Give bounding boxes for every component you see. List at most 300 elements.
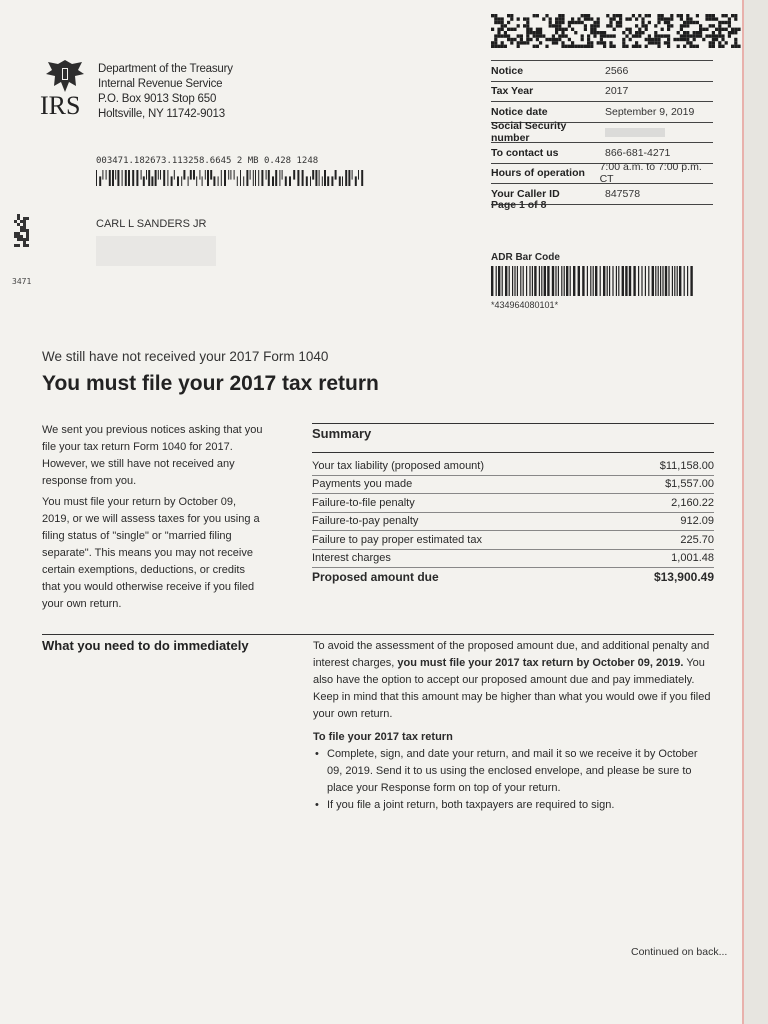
- barcode-cell: [555, 24, 558, 27]
- barcode-bar: [289, 176, 291, 186]
- barcode-cell: [590, 41, 593, 44]
- barcode-bar: [151, 176, 153, 186]
- barcode-cell: [497, 31, 500, 34]
- action-heading: What you need to do immediately: [42, 638, 249, 653]
- barcode-cell: [565, 45, 568, 48]
- barcode-bar: [502, 266, 503, 296]
- summary-row-label: Your tax liability (proposed amount): [312, 459, 485, 472]
- barcode-bar: [539, 266, 540, 296]
- barcode-bar: [125, 170, 127, 186]
- barcode-bar: [293, 170, 295, 180]
- barcode-cell: [501, 17, 504, 20]
- barcode-cell: [539, 34, 542, 37]
- barcode-cell: [14, 244, 17, 247]
- barcode-cell: [491, 28, 494, 31]
- barcode-cell: [622, 38, 625, 41]
- barcode-cell: [657, 14, 660, 17]
- page-edge-shadow: [744, 0, 768, 1024]
- barcode-cell: [529, 28, 532, 31]
- barcode-cell: [680, 14, 683, 17]
- barcode-cell: [712, 24, 715, 27]
- barcode-cell: [654, 38, 657, 41]
- barcode-bar: [193, 170, 195, 180]
- barcode-cell: [501, 24, 504, 27]
- barcode-bar: [319, 170, 320, 186]
- barcode-bar: [331, 176, 333, 186]
- barcode-cell: [693, 31, 696, 34]
- barcode-bar: [253, 170, 254, 186]
- barcode-cell: [734, 28, 737, 31]
- barcode-cell: [712, 14, 715, 17]
- barcode-cell: [545, 45, 548, 48]
- notice-info-row: [491, 142, 713, 163]
- barcode-cell: [517, 34, 520, 37]
- barcode-cell: [718, 41, 721, 44]
- barcode-bar: [109, 170, 111, 186]
- barcode-cell: [712, 34, 715, 37]
- barcode-cell: [581, 21, 584, 24]
- notice-value: 2017: [605, 85, 629, 98]
- barcode-cell: [587, 34, 590, 37]
- notice-label: To contact us: [491, 146, 559, 159]
- barcode-cell: [517, 41, 520, 44]
- barcode-cell: [667, 45, 670, 48]
- barcode-cell: [728, 24, 731, 27]
- summary-row-amount: $11,158.00: [659, 459, 714, 472]
- barcode-bar: [544, 266, 546, 296]
- barcode-cell: [23, 229, 26, 232]
- barcode-cell: [613, 34, 616, 37]
- summary-row: [312, 457, 714, 476]
- barcode-cell: [632, 45, 635, 48]
- barcode-cell: [501, 21, 504, 24]
- barcode-bar: [279, 170, 280, 186]
- barcode-cell: [26, 232, 29, 235]
- barcode-cell: [593, 31, 596, 34]
- barcode-cell: [571, 45, 574, 48]
- barcode-cell: [568, 21, 571, 24]
- barcode-cell: [629, 31, 632, 34]
- barcode-bar: [177, 176, 179, 186]
- summary-heading: Summary: [312, 423, 714, 453]
- summary-row-label: Failure to pay proper estimated tax: [312, 533, 482, 546]
- barcode-bar: [196, 176, 197, 186]
- barcode-cell: [526, 17, 529, 20]
- barcode-cell: [574, 45, 577, 48]
- barcode-cell: [593, 28, 596, 31]
- barcode-cell: [549, 24, 552, 27]
- barcode-bar: [520, 266, 521, 296]
- barcode-bar: [561, 266, 562, 296]
- barcode-bar: [529, 266, 530, 296]
- barcode-bar: [573, 266, 575, 296]
- barcode-cell: [609, 17, 612, 20]
- barcode-cell: [609, 34, 612, 37]
- barcode-cell: [731, 28, 734, 31]
- barcode-cell: [696, 14, 699, 17]
- barcode-cell: [613, 14, 616, 17]
- barcode-cell: [497, 21, 500, 24]
- barcode-cell: [536, 34, 539, 37]
- barcode-cell: [590, 28, 593, 31]
- barcode-bar: [228, 170, 229, 180]
- barcode-cell: [651, 41, 654, 44]
- barcode-cell: [507, 14, 510, 17]
- barcode-cell: [590, 17, 593, 20]
- barcode-cell: [715, 17, 718, 20]
- barcode-cell: [529, 31, 532, 34]
- barcode-cell: [718, 21, 721, 24]
- page-edge-line: [742, 0, 744, 1024]
- barcode-cell: [577, 17, 580, 20]
- barcode-cell: [680, 34, 683, 37]
- barcode-cell: [629, 38, 632, 41]
- barcode-cell: [523, 24, 526, 27]
- barcode-bar: [322, 176, 323, 186]
- adr-number: *434964080101*: [491, 300, 559, 310]
- barcode-cell: [533, 34, 536, 37]
- barcode-cell: [17, 214, 20, 217]
- barcode-cell: [718, 45, 721, 48]
- barcode-bar: [517, 266, 518, 296]
- barcode-bar: [616, 266, 617, 296]
- barcode-cell: [613, 28, 616, 31]
- barcode-bar: [677, 266, 678, 296]
- irs-logo-text: IRS: [40, 91, 81, 120]
- irs-eagle-icon: [42, 58, 88, 94]
- notice-value: 866-681-4271: [605, 146, 671, 159]
- barcode-cell: [651, 38, 654, 41]
- barcode-bar: [526, 266, 527, 296]
- barcode-cell: [657, 45, 660, 48]
- barcode-cell: [667, 24, 670, 27]
- barcode-cell: [23, 244, 26, 247]
- barcode-bar: [155, 170, 157, 186]
- barcode-bar: [246, 170, 248, 186]
- barcode-cell: [638, 31, 641, 34]
- barcode-cell: [683, 34, 686, 37]
- barcode-cell: [721, 45, 724, 48]
- barcode-cell: [709, 34, 712, 37]
- barcode-bar: [607, 266, 608, 296]
- barcode-cell: [715, 28, 718, 31]
- barcode-cell: [715, 34, 718, 37]
- barcode-cell: [568, 24, 571, 27]
- barcode-cell: [686, 38, 689, 41]
- barcode-bar: [684, 266, 685, 296]
- barcode-bar: [315, 170, 317, 186]
- barcode-bar: [122, 170, 123, 186]
- barcode-cell: [677, 31, 680, 34]
- barcode-cell: [680, 17, 683, 20]
- notice-label: Notice date: [491, 105, 548, 118]
- barcode-cell: [526, 31, 529, 34]
- barcode-cell: [734, 41, 737, 44]
- barcode-bar: [306, 176, 308, 186]
- barcode-cell: [523, 41, 526, 44]
- barcode-bar: [668, 266, 669, 296]
- notice-label: Your Caller ID: [491, 187, 560, 200]
- barcode-bar: [163, 170, 165, 186]
- barcode-cell: [728, 31, 731, 34]
- irs-logo: [40, 58, 90, 122]
- barcode-bar: [188, 176, 189, 186]
- barcode-cell: [494, 21, 497, 24]
- barcode-bar: [202, 176, 203, 186]
- barcode-cell: [670, 14, 673, 17]
- sender-line: Internal Revenue Service: [98, 78, 223, 90]
- barcode-bar: [218, 176, 219, 186]
- barcode-bar: [96, 170, 97, 186]
- barcode-bar: [207, 170, 209, 186]
- barcode-cell: [501, 45, 504, 48]
- barcode-bar: [210, 170, 212, 180]
- barcode-cell: [696, 45, 699, 48]
- summary-row-amount: 1,001.48: [671, 552, 714, 565]
- barcode-bar: [641, 266, 642, 296]
- barcode-cell: [712, 38, 715, 41]
- barcode-cell: [731, 14, 734, 17]
- barcode-cell: [549, 38, 552, 41]
- top-barcode: [491, 14, 746, 48]
- barcode-cell: [14, 220, 17, 223]
- barcode-cell: [555, 41, 558, 44]
- summary-row: [312, 531, 714, 550]
- barcode-cell: [558, 17, 561, 20]
- notice-info-row: [491, 122, 713, 143]
- barcode-bar: [190, 170, 192, 180]
- barcode-cell: [26, 235, 29, 238]
- barcode-bar: [532, 266, 533, 296]
- file-return-heading: To file your 2017 tax return: [313, 731, 453, 743]
- barcode-bar: [660, 266, 661, 296]
- barcode-cell: [549, 21, 552, 24]
- barcode-cell: [526, 38, 529, 41]
- barcode-bar: [652, 266, 654, 296]
- barcode-cell: [686, 17, 689, 20]
- barcode-cell: [699, 34, 702, 37]
- sender-address: [98, 62, 233, 122]
- barcode-cell: [523, 17, 526, 20]
- barcode-cell: [619, 17, 622, 20]
- side-code: 3471: [12, 277, 32, 286]
- barcode-bar: [128, 170, 130, 186]
- barcode-cell: [693, 34, 696, 37]
- barcode-bar: [672, 266, 673, 296]
- barcode-cell: [571, 28, 574, 31]
- barcode-cell: [683, 21, 686, 24]
- barcode-cell: [510, 38, 513, 41]
- barcode-cell: [561, 31, 564, 34]
- barcode-cell: [625, 17, 628, 20]
- barcode-cell: [590, 24, 593, 27]
- subtitle: We still have not received your 2017 Form 1040: [42, 349, 329, 364]
- barcode-cell: [555, 28, 558, 31]
- barcode-cell: [734, 14, 737, 17]
- barcode-cell: [661, 17, 664, 20]
- barcode-cell: [14, 235, 17, 238]
- barcode-bar: [324, 170, 326, 186]
- barcode-cell: [683, 31, 686, 34]
- barcode-bar: [99, 176, 101, 186]
- barcode-cell: [632, 34, 635, 37]
- barcode-cell: [549, 17, 552, 20]
- barcode-cell: [635, 45, 638, 48]
- barcode-bar: [339, 176, 341, 186]
- barcode-cell: [600, 31, 603, 34]
- barcode-cell: [597, 41, 600, 44]
- barcode-cell: [542, 17, 545, 20]
- barcode-bar: [541, 266, 542, 296]
- sender-line: Holtsville, NY 11742-9013: [98, 108, 225, 120]
- barcode-cell: [667, 21, 670, 24]
- barcode-bar: [352, 170, 353, 180]
- barcode-cell: [517, 24, 520, 27]
- barcode-cell: [677, 45, 680, 48]
- barcode-bar: [258, 170, 259, 186]
- barcode-cell: [600, 38, 603, 41]
- barcode-cell: [552, 38, 555, 41]
- barcode-cell: [648, 14, 651, 17]
- barcode-cell: [17, 238, 20, 241]
- barcode-cell: [536, 45, 539, 48]
- barcode-bar: [102, 170, 103, 180]
- barcode-cell: [581, 34, 584, 37]
- barcode-cell: [622, 31, 625, 34]
- barcode-cell: [673, 38, 676, 41]
- barcode-bar: [629, 266, 631, 296]
- page-label: Page 1 of 8: [491, 199, 547, 211]
- barcode-cell: [664, 41, 667, 44]
- barcode-cell: [613, 45, 616, 48]
- barcode-cell: [23, 223, 26, 226]
- barcode-cell: [629, 28, 632, 31]
- barcode-cell: [702, 38, 705, 41]
- barcode-bar: [582, 266, 584, 296]
- barcode-bar: [160, 170, 161, 180]
- summary-row: [312, 476, 714, 495]
- barcode-cell: [581, 38, 584, 41]
- barcode-cell: [699, 28, 702, 31]
- barcode-cell: [600, 34, 603, 37]
- summary-row-amount: 225.70: [680, 533, 714, 546]
- barcode-cell: [686, 21, 689, 24]
- barcode-cell: [693, 38, 696, 41]
- barcode-cell: [590, 31, 593, 34]
- continued-footer: Continued on back...: [631, 946, 728, 958]
- barcode-bar: [297, 170, 299, 186]
- barcode-cell: [539, 28, 542, 31]
- page-title: You must file your 2017 tax return: [42, 372, 379, 395]
- barcode-cell: [14, 232, 17, 235]
- barcode-bar: [547, 266, 549, 296]
- barcode-cell: [23, 241, 26, 244]
- barcode-cell: [693, 45, 696, 48]
- barcode-cell: [526, 41, 529, 44]
- barcode-cell: [632, 14, 635, 17]
- notice-label: Tax Year: [491, 85, 534, 98]
- barcode-cell: [728, 17, 731, 20]
- barcode-cell: [667, 17, 670, 20]
- barcode-cell: [657, 17, 660, 20]
- barcode-bar: [345, 170, 347, 186]
- barcode-bar: [558, 266, 559, 296]
- barcode-cell: [504, 24, 507, 27]
- notice-info-row: [491, 163, 713, 184]
- barcode-cell: [504, 45, 507, 48]
- barcode-bar: [564, 266, 565, 296]
- barcode-cell: [20, 226, 23, 229]
- barcode-cell: [661, 34, 664, 37]
- barcode-cell: [491, 41, 494, 44]
- barcode-cell: [661, 14, 664, 17]
- barcode-bar: [587, 266, 588, 296]
- instruction-bullet: • If you file a joint return, both taxpayers are required to sign.: [313, 797, 713, 814]
- notice-info-row: [491, 101, 713, 122]
- side-qr-code: [14, 214, 30, 248]
- barcode-cell: [686, 34, 689, 37]
- barcode-cell: [568, 38, 571, 41]
- action-paragraph-start: To avoid the assessment of the proposed amount due, and additional penalty and interest charges,: [313, 640, 710, 669]
- barcode-bar: [593, 266, 594, 296]
- barcode-cell: [494, 14, 497, 17]
- ssn-redacted: [605, 128, 665, 137]
- barcode-cell: [667, 28, 670, 31]
- barcode-cell: [600, 41, 603, 44]
- barcode-cell: [17, 235, 20, 238]
- barcode-cell: [581, 14, 584, 17]
- barcode-bar: [302, 170, 304, 186]
- barcode-bar: [355, 176, 357, 186]
- notice-value: 847578: [605, 187, 641, 200]
- barcode-cell: [510, 28, 513, 31]
- barcode-cell: [709, 24, 712, 27]
- barcode-cell: [622, 41, 625, 44]
- summary-row: [312, 513, 714, 532]
- barcode-bar: [255, 170, 256, 186]
- barcode-cell: [507, 21, 510, 24]
- barcode-cell: [721, 34, 724, 37]
- barcode-cell: [638, 34, 641, 37]
- barcode-cell: [561, 17, 564, 20]
- barcode-cell: [23, 238, 26, 241]
- barcode-cell: [558, 28, 561, 31]
- barcode-bar: [199, 170, 200, 180]
- barcode-bar: [566, 266, 568, 296]
- barcode-cell: [494, 38, 497, 41]
- barcode-cell: [638, 45, 641, 48]
- notice-value: 7:00 a.m. to 7:00 p.m. CT: [599, 161, 702, 186]
- barcode-cell: [597, 21, 600, 24]
- barcode-cell: [718, 34, 721, 37]
- summary-row: [312, 550, 714, 569]
- barcode-cell: [587, 45, 590, 48]
- barcode-cell: [545, 14, 548, 17]
- barcode-cell: [635, 17, 638, 20]
- barcode-bar: [595, 266, 597, 296]
- barcode-cell: [667, 34, 670, 37]
- notice-label: Hours of operation: [491, 167, 585, 180]
- barcode-cell: [699, 24, 702, 27]
- barcode-bar: [609, 266, 610, 296]
- barcode-cell: [17, 244, 20, 247]
- summary-row-label: Failure-to-file penalty: [312, 496, 415, 509]
- barcode-cell: [494, 34, 497, 37]
- barcode-bar: [224, 170, 226, 186]
- barcode-cell: [734, 45, 737, 48]
- barcode-cell: [718, 24, 721, 27]
- barcode-cell: [558, 24, 561, 27]
